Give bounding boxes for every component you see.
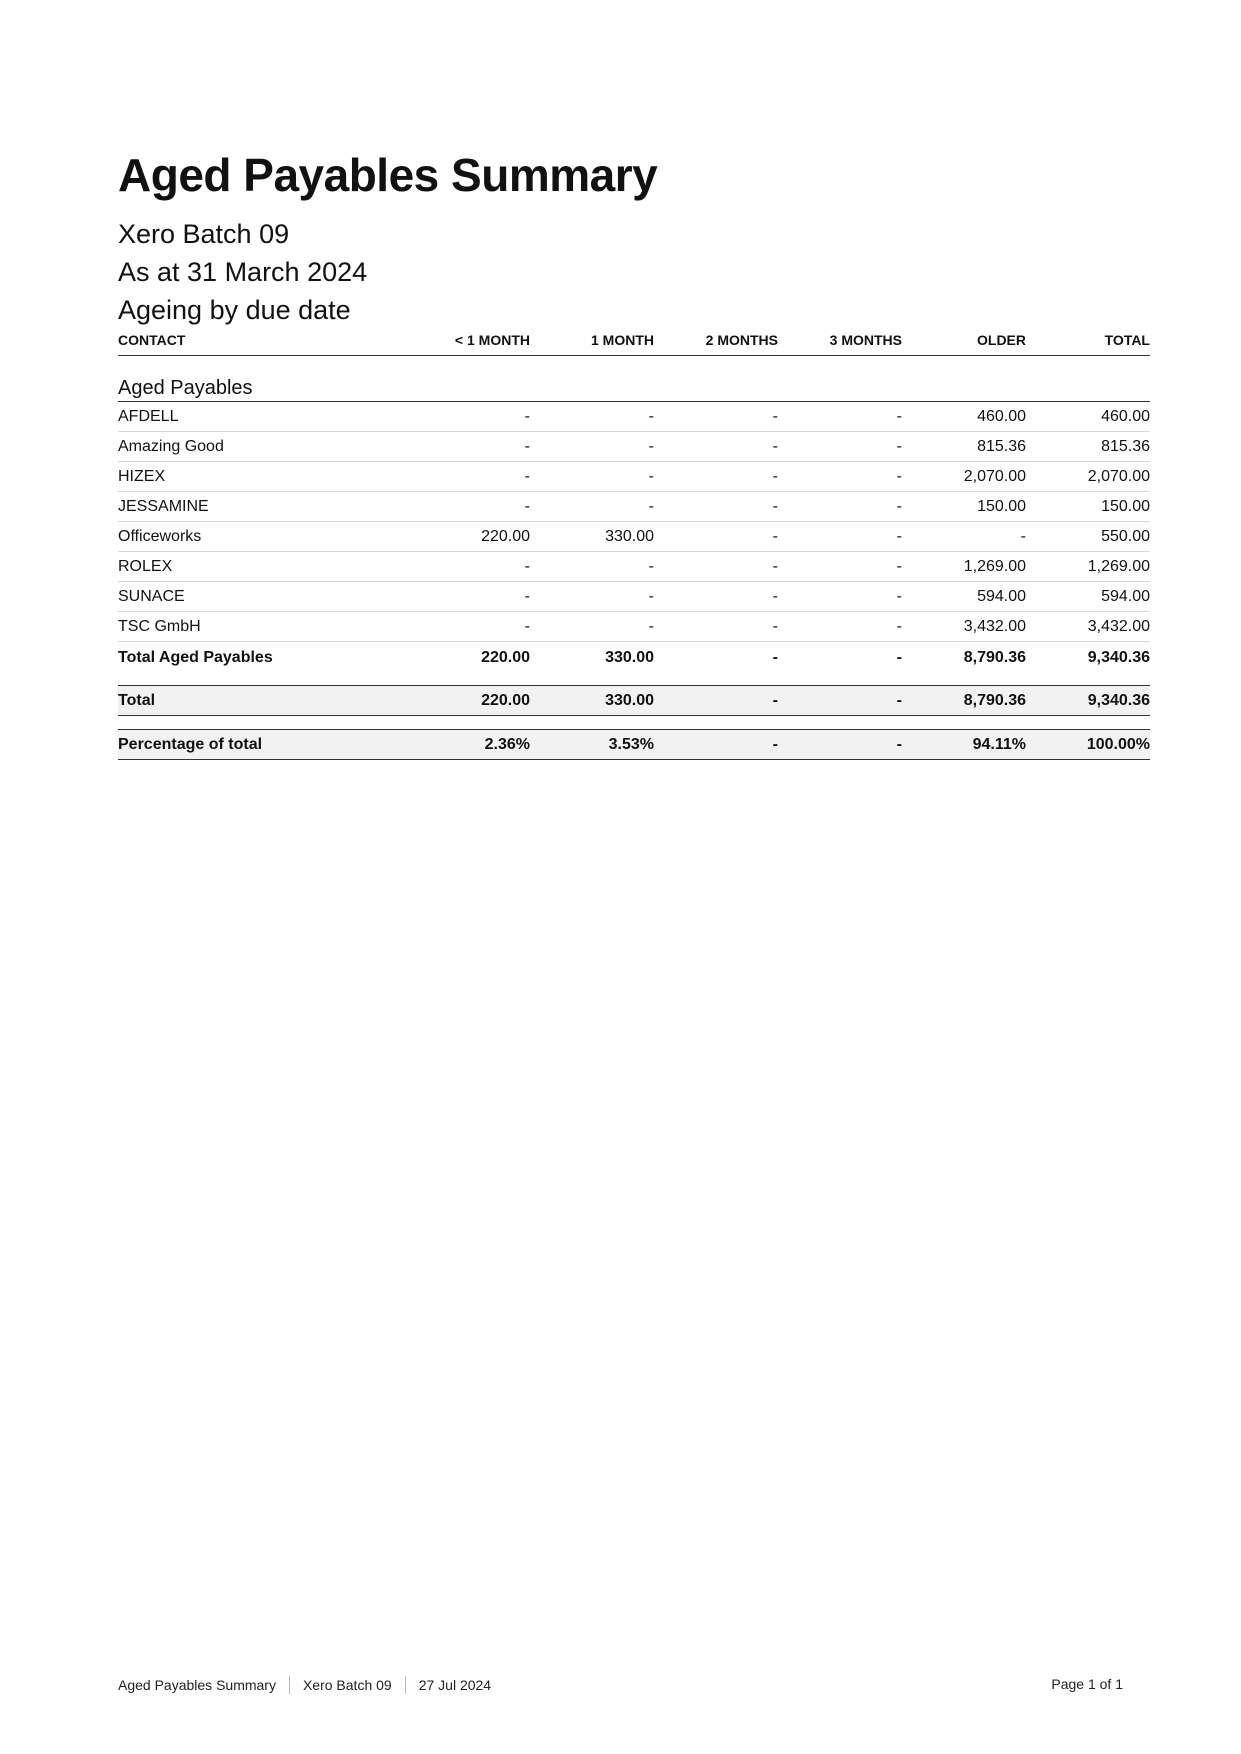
- aged-payables-table: [118, 326, 1150, 760]
- table-row: [118, 432, 1150, 462]
- grand-total-row: [118, 686, 1150, 716]
- cell-2-months: -: [654, 730, 778, 760]
- cell-3-months: -: [778, 462, 902, 492]
- cell-less-than-1-month: 220.00: [406, 686, 530, 716]
- spacer-row: [118, 673, 1150, 686]
- section-title: Aged Payables: [118, 356, 1150, 402]
- contact-name: TSC GmbH: [118, 612, 406, 642]
- cell-older: 8,790.36: [963, 648, 1026, 666]
- contact-name: ROLEX: [118, 552, 406, 582]
- cell-older: 3,432.00: [902, 612, 1026, 642]
- cell-older: 94.11%: [902, 730, 1026, 760]
- cell-less-than-1-month: 220.00: [406, 522, 530, 552]
- cell-1-month: -: [530, 462, 654, 492]
- cell-older: 1,269.00: [902, 552, 1026, 582]
- table-header-row: [118, 326, 1150, 356]
- page-footer: [118, 1676, 1123, 1696]
- report-date: As at 31 March 2024: [118, 257, 368, 287]
- cell-older: 150.00: [902, 492, 1026, 522]
- table-row: [118, 492, 1150, 522]
- table-row: [118, 462, 1150, 492]
- grand-total-label: Total: [118, 686, 406, 716]
- cell-older: 2,070.00: [902, 462, 1026, 492]
- cell-3-months: -: [778, 582, 902, 612]
- cell-3-months: -: [778, 686, 902, 716]
- cell-1-month: 330.00: [605, 648, 654, 666]
- section-total-row: [118, 642, 1150, 674]
- table-row: [118, 612, 1150, 642]
- footer-divider: [289, 1676, 290, 1694]
- header-1-month: 1 MONTH: [530, 326, 654, 356]
- cell-older: -: [902, 522, 1026, 552]
- cell-less-than-1-month: -: [406, 462, 530, 492]
- cell-older: 815.36: [902, 432, 1026, 462]
- cell-2-months: -: [654, 552, 778, 582]
- cell-1-month: 330.00: [530, 686, 654, 716]
- table-row: [118, 552, 1150, 582]
- cell-less-than-1-month: -: [406, 432, 530, 462]
- cell-3-months: -: [778, 522, 902, 552]
- footer-divider: [405, 1676, 406, 1694]
- cell-total: 9,340.36: [1087, 648, 1150, 666]
- contact-name: AFDELL: [118, 402, 406, 432]
- cell-3-months: -: [778, 730, 902, 760]
- cell-2-months: -: [654, 432, 778, 462]
- cell-total: 460.00: [1026, 402, 1150, 432]
- cell-1-month: -: [530, 552, 654, 582]
- footer-left: [118, 1676, 491, 1694]
- cell-2-months: -: [654, 582, 778, 612]
- cell-1-month: -: [530, 402, 654, 432]
- contact-name: Amazing Good: [118, 432, 406, 462]
- footer-date: 27 Jul 2024: [418, 1677, 492, 1693]
- cell-total: 2,070.00: [1026, 462, 1150, 492]
- cell-total: 3,432.00: [1026, 612, 1150, 642]
- ageing-basis: Ageing by due date: [118, 295, 351, 325]
- footer-organisation: Xero Batch 09: [302, 1677, 392, 1693]
- table-row: [118, 402, 1150, 432]
- cell-2-months: -: [654, 612, 778, 642]
- cell-1-month: -: [530, 432, 654, 462]
- cell-less-than-1-month: -: [406, 612, 530, 642]
- spacer-row: [118, 716, 1150, 730]
- cell-less-than-1-month: -: [406, 492, 530, 522]
- header-total: TOTAL: [1026, 326, 1150, 356]
- cell-less-than-1-month: -: [406, 552, 530, 582]
- table-row: [118, 522, 1150, 552]
- cell-older: 594.00: [902, 582, 1026, 612]
- cell-total: 9,340.36: [1026, 686, 1150, 716]
- contact-name: HIZEX: [118, 462, 406, 492]
- header-less-than-1-month: < 1 MONTH: [406, 326, 530, 356]
- cell-less-than-1-month: 2.36%: [406, 730, 530, 760]
- cell-less-than-1-month: 220.00: [481, 648, 530, 666]
- spacer-cell: [118, 673, 1150, 686]
- cell-1-month: -: [530, 582, 654, 612]
- cell-2-months: -: [654, 522, 778, 552]
- cell-older: 460.00: [902, 402, 1026, 432]
- cell-2-months: -: [654, 402, 778, 432]
- cell-less-than-1-month: -: [406, 402, 530, 432]
- header-contact: CONTACT: [118, 326, 406, 356]
- section-heading-row: [118, 356, 1150, 402]
- cell-older: 8,790.36: [902, 686, 1026, 716]
- cell-2-months: -: [654, 492, 778, 522]
- cell-2-months: -: [654, 686, 778, 716]
- cell-3-months: -: [778, 552, 902, 582]
- cell-total: 150.00: [1026, 492, 1150, 522]
- contact-name: JESSAMINE: [118, 492, 406, 522]
- cell-total: 594.00: [1026, 582, 1150, 612]
- cell-total: 100.00%: [1026, 730, 1150, 760]
- section-total-label: Total Aged Payables: [118, 648, 273, 666]
- cell-1-month: 330.00: [530, 522, 654, 552]
- cell-1-month: 3.53%: [530, 730, 654, 760]
- cell-3-months: -: [778, 402, 902, 432]
- spacer-cell: [118, 716, 1150, 730]
- header-2-months: 2 MONTHS: [654, 326, 778, 356]
- cell-total: 1,269.00: [1026, 552, 1150, 582]
- footer-page-number: Page 1 of 1: [1051, 1676, 1123, 1692]
- organisation-name: Xero Batch 09: [118, 219, 290, 249]
- footer-report-name: Aged Payables Summary: [118, 1677, 276, 1693]
- contact-name: Officeworks: [118, 522, 406, 552]
- cell-3-months: -: [778, 432, 902, 462]
- header-older: OLDER: [902, 326, 1026, 356]
- cell-2-months: -: [654, 462, 778, 492]
- page-title: Aged Payables Summary: [118, 149, 658, 201]
- header-3-months: 3 MONTHS: [778, 326, 902, 356]
- cell-1-month: -: [530, 612, 654, 642]
- cell-total: 550.00: [1026, 522, 1150, 552]
- contact-name: SUNACE: [118, 582, 406, 612]
- cell-3-months: -: [778, 612, 902, 642]
- percentage-row: [118, 730, 1150, 760]
- cell-3-months: -: [778, 492, 902, 522]
- cell-3-months: -: [896, 648, 902, 666]
- cell-1-month: -: [530, 492, 654, 522]
- cell-less-than-1-month: -: [406, 582, 530, 612]
- cell-total: 815.36: [1026, 432, 1150, 462]
- percentage-label: Percentage of total: [118, 730, 406, 760]
- table-row: [118, 582, 1150, 612]
- cell-2-months: -: [772, 648, 778, 666]
